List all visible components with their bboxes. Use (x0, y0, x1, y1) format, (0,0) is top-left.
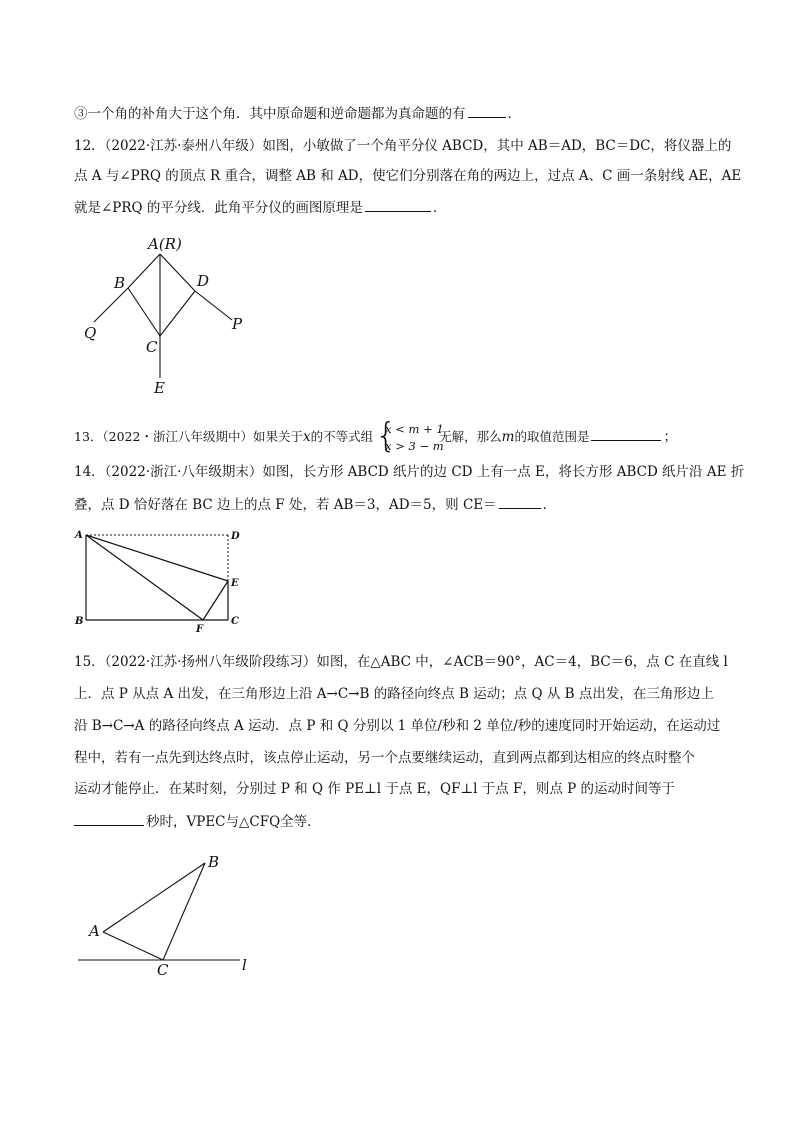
label-c: C (157, 961, 169, 978)
q12-answer-blank[interactable] (365, 197, 431, 212)
q13-after: 无解，那么 (439, 429, 502, 444)
brace-icon: { (375, 415, 397, 456)
side-ac (103, 932, 163, 960)
q14-line2 (74, 494, 734, 515)
q13-answer-blank[interactable] (591, 426, 661, 441)
label-c: C (146, 338, 158, 356)
ray-rp (195, 291, 232, 320)
q15-line6 (74, 811, 734, 832)
q15-line2: 上．点 P 从点 A 出发，在三角形边上沿 A→C→B 的路径向终点 B 运动；点 Q 从 B 点出发，在三角形边上 (74, 686, 714, 702)
q11-text: ③一个角的补角大于这个角．其中原命题和逆命题都为真命题的有 (74, 106, 466, 122)
q13-end: ； (663, 429, 677, 445)
q13-prefix: 13．（2022・浙江八年级期中）如果关于 (74, 429, 303, 444)
segment-ab (128, 254, 160, 288)
label-d: D (231, 531, 240, 542)
q12-line3 (74, 197, 734, 218)
q12-line2: 点 A 与∠PRQ 的顶点 R 重合，调整 AB 和 AD，使它们分别落在角的两边上，过点 A、C 画一条射线 AE，AE (74, 168, 742, 184)
label-b: B (208, 853, 220, 871)
q15-triangle-figure (70, 848, 270, 978)
q14-rectangle-fold-figure (70, 526, 250, 636)
label-l: l (242, 956, 247, 974)
q15-line1: 15．（2022·江苏·扬州八年级阶段练习）如图，在△ABC 中，∠ACB＝90°，AC＝4，BC＝6，点 C 在直线 l (74, 654, 728, 670)
q15-line3: 沿 B→C→A 的路径向终点 A 运动．点 P 和 Q 分别以 1 单位/秒和 2 单位/秒的速度同时开始运动，在运动过 (74, 718, 721, 734)
q12-line1: 12．（2022·江苏·泰州八年级）如图，小敏做了一个角平分仪 ABCD，其中 AB＝AD，BC＝DC，将仪器上的 (74, 138, 732, 154)
q13-ineq2: x > 3 − m (385, 438, 444, 453)
q12-angle-bisector-figure (70, 228, 270, 408)
q13-var-x: x (302, 429, 311, 445)
label-b: B (114, 274, 126, 292)
q11-answer-blank[interactable] (468, 103, 506, 118)
segment-dc (160, 291, 195, 336)
label-e: E (154, 379, 165, 397)
label-e: E (231, 578, 239, 589)
q15-line6-end: 秒时，VPEC与△CFQ全等． (146, 814, 321, 830)
q13-var-m: m (501, 429, 515, 445)
q12-line3-text: 就是∠PRQ 的平分线．此角平分仪的画图原理是 (74, 200, 363, 216)
q14-line1: 14．（2022·浙江·八年级期末）如图，长方形 ABCD 纸片的边 CD 上有一点 E，将长方形 ABCD 纸片沿 AE 折 (74, 464, 745, 480)
label-a: A (75, 530, 83, 541)
fold-ae (86, 535, 228, 581)
segment-af (86, 535, 203, 620)
label-p: P (232, 315, 243, 333)
label-f: F (196, 624, 204, 635)
q14-answer-blank[interactable] (499, 494, 541, 509)
label-b: B (75, 616, 84, 627)
q14-line2-text: 叠，点 D 恰好落在 BC 边上的点 F 处，若 AB＝3，AD＝5，则 CE＝ (74, 497, 497, 513)
q13-line (74, 415, 734, 456)
q13-suffix: 的取值范围是 (514, 429, 590, 444)
segment-fe (203, 581, 228, 620)
q12-line3-end: ． (432, 200, 447, 216)
q15-answer-blank[interactable] (74, 811, 144, 826)
q13-ineq1: x < m + 1 (385, 421, 444, 436)
segment-ad (160, 254, 195, 291)
q11-tail-line (74, 103, 734, 124)
q13-inequality-system (375, 415, 444, 456)
label-a-r: A(R) (148, 235, 182, 253)
q14-line2-end: ． (542, 497, 557, 513)
label-c: C (231, 616, 239, 627)
q11-end: ． (507, 106, 521, 122)
q13-mid: 的不等式组 (310, 429, 374, 444)
q15-line4: 程中，若有一点先到达终点时，该点停止运动，另一个点要继续运动，直到两点都到达相应的终点时整个 (74, 750, 695, 766)
label-q: Q (84, 324, 97, 342)
ray-rq (94, 288, 128, 322)
segment-bc (128, 288, 160, 336)
label-d: D (197, 272, 210, 290)
q15-line5: 运动才能停止．在某时刻，分别过 P 和 Q 作 PE⊥l 于点 E，QF⊥l 于点 F，则点 P 的运动时间等于 (74, 781, 676, 797)
label-a: A (89, 922, 100, 940)
